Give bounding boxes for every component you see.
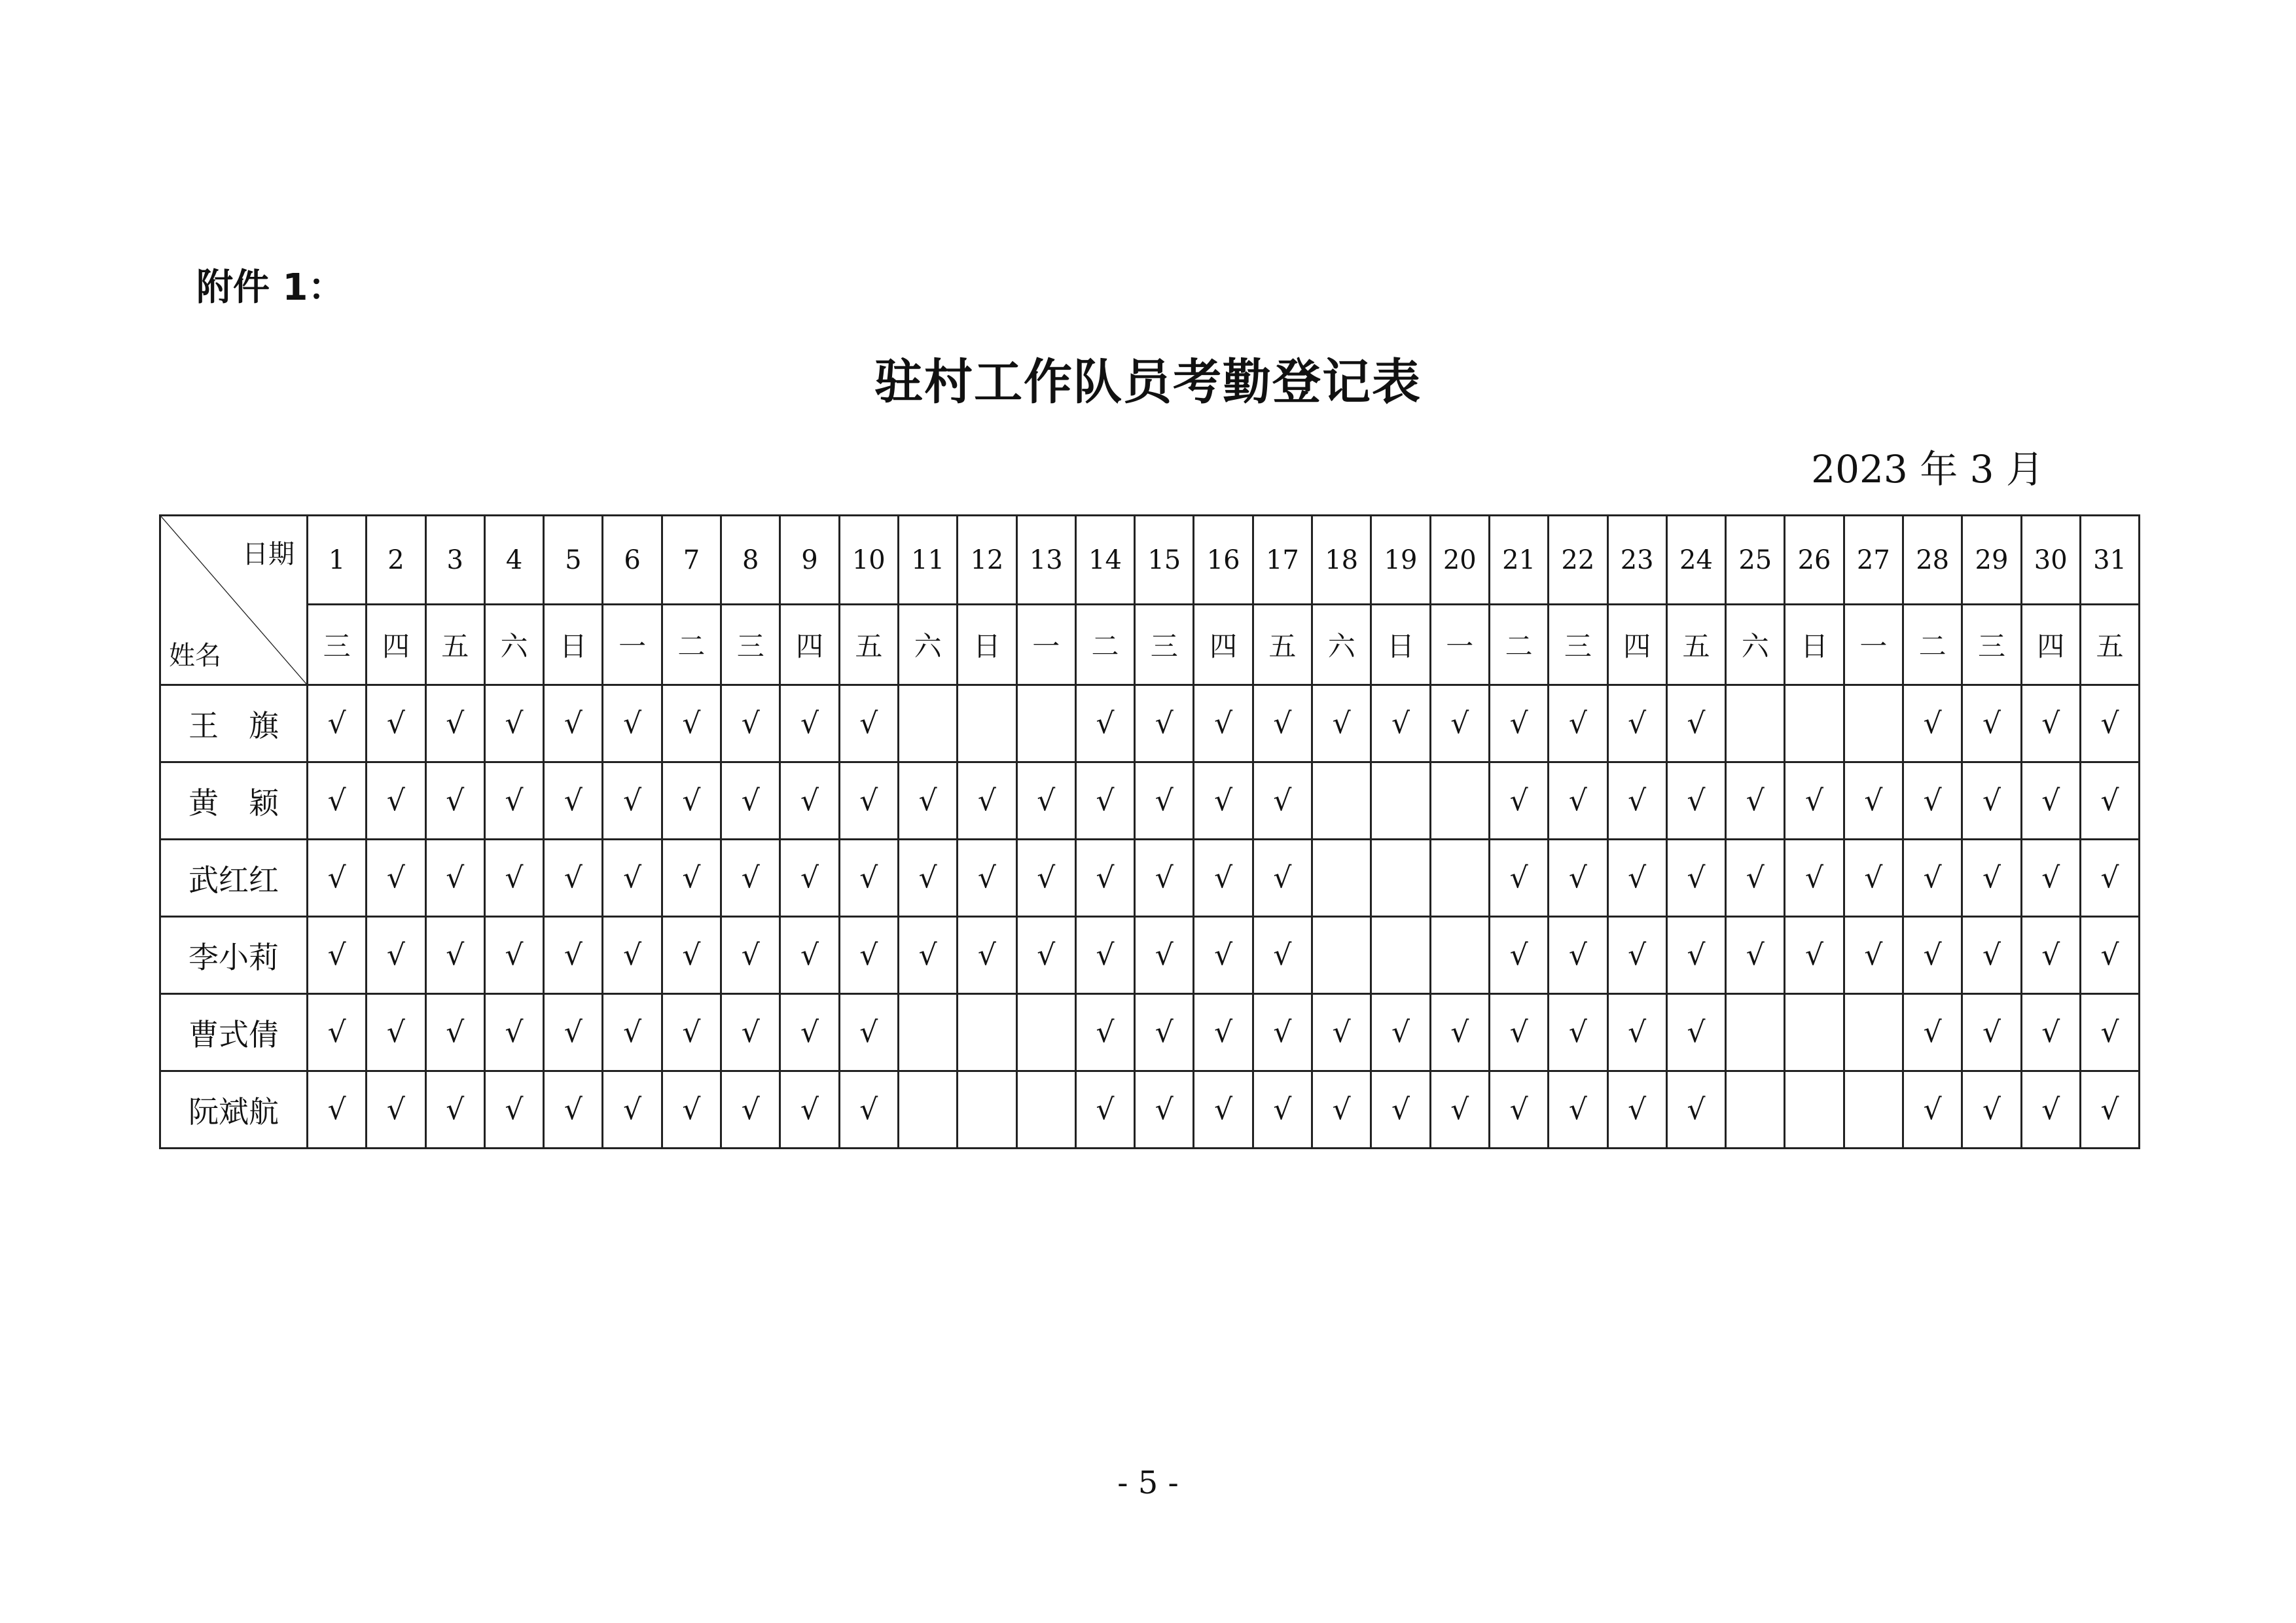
header-row-dates bbox=[160, 516, 2140, 605]
header-weekday: 二 bbox=[662, 605, 721, 685]
attendance-cell: √ bbox=[1549, 994, 1607, 1071]
header-day-number: 16 bbox=[1194, 516, 1253, 605]
attendance-cell: √ bbox=[603, 1071, 662, 1149]
attendance-cell: √ bbox=[721, 840, 780, 917]
attendance-cell: √ bbox=[484, 762, 543, 840]
attendance-cell: √ bbox=[367, 994, 425, 1071]
attachment-label: 附件 1： bbox=[196, 266, 345, 309]
header-weekday: 二 bbox=[1075, 605, 1134, 685]
attendance-cell bbox=[1430, 762, 1489, 840]
attendance-cell: √ bbox=[308, 917, 367, 994]
attendance-cell: √ bbox=[1194, 762, 1253, 840]
attendance-cell: √ bbox=[1549, 917, 1607, 994]
attendance-cell: √ bbox=[1075, 685, 1134, 762]
attendance-cell: √ bbox=[1253, 994, 1312, 1071]
attendance-cell: √ bbox=[1549, 840, 1607, 917]
attendance-cell: √ bbox=[1016, 762, 1075, 840]
attendance-cell: √ bbox=[839, 840, 898, 917]
header-weekday: 四 bbox=[1607, 605, 1666, 685]
header-corner-cell bbox=[160, 516, 308, 685]
header-day-number: 26 bbox=[1785, 516, 1844, 605]
year-month-label: 2023 年 3 月 bbox=[1811, 447, 2044, 491]
corner-label-date: 日期 bbox=[242, 539, 295, 569]
attendance-cell: √ bbox=[1962, 685, 2021, 762]
attendance-cell: √ bbox=[780, 917, 839, 994]
header-weekday: 四 bbox=[1194, 605, 1253, 685]
attendance-cell: √ bbox=[839, 1071, 898, 1149]
attendance-cell: √ bbox=[662, 685, 721, 762]
header-weekday: 六 bbox=[484, 605, 543, 685]
member-name: 曹式倩 bbox=[160, 994, 308, 1071]
attendance-table bbox=[159, 514, 2140, 1149]
attendance-cell: √ bbox=[958, 840, 1016, 917]
header-day-number: 24 bbox=[1666, 516, 1725, 605]
attendance-cell bbox=[958, 994, 1016, 1071]
header-weekday: 二 bbox=[1903, 605, 1962, 685]
attendance-cell: √ bbox=[425, 917, 484, 994]
attendance-cell: √ bbox=[1549, 762, 1607, 840]
attendance-cell: √ bbox=[2021, 840, 2080, 917]
attendance-cell bbox=[1844, 1071, 1903, 1149]
attendance-cell: √ bbox=[780, 685, 839, 762]
attendance-cell: √ bbox=[662, 1071, 721, 1149]
attendance-cell: √ bbox=[367, 1071, 425, 1149]
attendance-cell: √ bbox=[1607, 685, 1666, 762]
header-day-number: 20 bbox=[1430, 516, 1489, 605]
header-day-number: 28 bbox=[1903, 516, 1962, 605]
header-day-number: 22 bbox=[1549, 516, 1607, 605]
attendance-cell: √ bbox=[1903, 840, 1962, 917]
attendance-cell bbox=[1371, 840, 1430, 917]
header-day-number: 4 bbox=[484, 516, 543, 605]
attendance-cell: √ bbox=[425, 762, 484, 840]
attendance-cell: √ bbox=[308, 994, 367, 1071]
attendance-cell: √ bbox=[1430, 1071, 1489, 1149]
header-day-number: 31 bbox=[2080, 516, 2139, 605]
attendance-cell: √ bbox=[898, 917, 957, 994]
attendance-cell: √ bbox=[544, 917, 603, 994]
attendance-cell: √ bbox=[1549, 685, 1607, 762]
attendance-cell bbox=[1785, 994, 1844, 1071]
attendance-cell bbox=[1430, 917, 1489, 994]
attendance-cell: √ bbox=[425, 685, 484, 762]
attendance-cell: √ bbox=[2021, 762, 2080, 840]
attendance-cell: √ bbox=[1016, 840, 1075, 917]
member-name: 李小莉 bbox=[160, 917, 308, 994]
attendance-cell: √ bbox=[1666, 840, 1725, 917]
table-row bbox=[160, 762, 2140, 840]
attendance-cell: √ bbox=[1135, 685, 1194, 762]
attendance-cell: √ bbox=[1135, 1071, 1194, 1149]
member-name: 阮斌航 bbox=[160, 1071, 308, 1149]
header-day-number: 25 bbox=[1726, 516, 1785, 605]
attendance-cell: √ bbox=[662, 840, 721, 917]
attendance-cell: √ bbox=[1666, 762, 1725, 840]
header-day-number: 12 bbox=[958, 516, 1016, 605]
header-day-number: 14 bbox=[1075, 516, 1134, 605]
attendance-cell: √ bbox=[484, 994, 543, 1071]
attendance-cell: √ bbox=[1194, 685, 1253, 762]
attendance-cell bbox=[958, 1071, 1016, 1149]
attendance-cell: √ bbox=[367, 840, 425, 917]
attendance-cell: √ bbox=[544, 1071, 603, 1149]
attendance-cell: √ bbox=[1075, 762, 1134, 840]
header-weekday: 日 bbox=[1785, 605, 1844, 685]
attendance-cell: √ bbox=[1666, 685, 1725, 762]
attendance-cell: √ bbox=[2080, 1071, 2139, 1149]
page-number: - 5 - bbox=[1117, 1465, 1179, 1501]
member-name: 黄 颖 bbox=[160, 762, 308, 840]
attendance-cell: √ bbox=[780, 994, 839, 1071]
attendance-cell: √ bbox=[425, 840, 484, 917]
attendance-cell: √ bbox=[662, 917, 721, 994]
attendance-cell bbox=[898, 685, 957, 762]
header-weekday: 一 bbox=[1844, 605, 1903, 685]
header-row-weekdays bbox=[160, 605, 2140, 685]
attendance-cell bbox=[1844, 685, 1903, 762]
attendance-cell: √ bbox=[839, 685, 898, 762]
attendance-cell: √ bbox=[1253, 685, 1312, 762]
attendance-cell: √ bbox=[544, 994, 603, 1071]
attendance-cell: √ bbox=[367, 917, 425, 994]
attendance-cell: √ bbox=[1962, 1071, 2021, 1149]
attendance-cell: √ bbox=[2021, 994, 2080, 1071]
header-day-number: 8 bbox=[721, 516, 780, 605]
attendance-cell: √ bbox=[484, 685, 543, 762]
header-weekday: 日 bbox=[958, 605, 1016, 685]
header-weekday: 六 bbox=[898, 605, 957, 685]
attendance-cell: √ bbox=[958, 762, 1016, 840]
header-day-number: 23 bbox=[1607, 516, 1666, 605]
attendance-cell bbox=[1371, 917, 1430, 994]
attendance-cell: √ bbox=[1844, 840, 1903, 917]
attendance-cell bbox=[1430, 840, 1489, 917]
attendance-cell: √ bbox=[1785, 917, 1844, 994]
header-weekday: 六 bbox=[1726, 605, 1785, 685]
member-name: 王 旗 bbox=[160, 685, 308, 762]
attendance-cell: √ bbox=[1489, 994, 1548, 1071]
attendance-cell: √ bbox=[308, 762, 367, 840]
attendance-cell: √ bbox=[1785, 840, 1844, 917]
attendance-cell: √ bbox=[898, 840, 957, 917]
attendance-cell bbox=[1785, 685, 1844, 762]
attendance-cell: √ bbox=[1666, 994, 1725, 1071]
header-weekday: 日 bbox=[544, 605, 603, 685]
attendance-cell: √ bbox=[1430, 685, 1489, 762]
header-day-number: 19 bbox=[1371, 516, 1430, 605]
attendance-cell: √ bbox=[721, 685, 780, 762]
attendance-cell: √ bbox=[780, 840, 839, 917]
header-weekday: 四 bbox=[780, 605, 839, 685]
table-row bbox=[160, 840, 2140, 917]
attendance-cell: √ bbox=[1253, 840, 1312, 917]
attendance-cell: √ bbox=[1016, 917, 1075, 994]
attendance-cell: √ bbox=[1253, 917, 1312, 994]
attendance-cell: √ bbox=[367, 685, 425, 762]
header-weekday: 三 bbox=[1549, 605, 1607, 685]
attendance-cell: √ bbox=[308, 685, 367, 762]
header-day-number: 1 bbox=[308, 516, 367, 605]
attendance-cell: √ bbox=[1371, 994, 1430, 1071]
attendance-cell: √ bbox=[839, 762, 898, 840]
attendance-cell: √ bbox=[1253, 762, 1312, 840]
header-day-number: 11 bbox=[898, 516, 957, 605]
attendance-cell bbox=[1016, 1071, 1075, 1149]
attendance-cell: √ bbox=[603, 917, 662, 994]
attendance-cell: √ bbox=[308, 840, 367, 917]
header-weekday: 五 bbox=[839, 605, 898, 685]
attendance-cell: √ bbox=[1135, 840, 1194, 917]
attendance-cell: √ bbox=[1844, 917, 1903, 994]
header-day-number: 6 bbox=[603, 516, 662, 605]
header-day-number: 9 bbox=[780, 516, 839, 605]
attendance-cell: √ bbox=[1489, 1071, 1548, 1149]
header-weekday: 六 bbox=[1312, 605, 1371, 685]
attendance-cell: √ bbox=[1726, 762, 1785, 840]
table-row bbox=[160, 917, 2140, 994]
attendance-cell: √ bbox=[1666, 1071, 1725, 1149]
attendance-cell: √ bbox=[2080, 917, 2139, 994]
header-weekday: 四 bbox=[367, 605, 425, 685]
attendance-cell: √ bbox=[1312, 994, 1371, 1071]
attendance-cell: √ bbox=[2080, 840, 2139, 917]
attendance-cell: √ bbox=[721, 762, 780, 840]
header-day-number: 13 bbox=[1016, 516, 1075, 605]
attendance-cell: √ bbox=[721, 994, 780, 1071]
attendance-cell: √ bbox=[1903, 1071, 1962, 1149]
table-row bbox=[160, 685, 2140, 762]
attendance-cell: √ bbox=[484, 1071, 543, 1149]
attendance-cell bbox=[1312, 917, 1371, 994]
attendance-cell: √ bbox=[1785, 762, 1844, 840]
attendance-cell: √ bbox=[1075, 917, 1134, 994]
attendance-cell bbox=[1016, 685, 1075, 762]
header-day-number: 29 bbox=[1962, 516, 2021, 605]
header-weekday: 一 bbox=[1016, 605, 1075, 685]
header-weekday: 三 bbox=[1962, 605, 2021, 685]
attendance-cell bbox=[1371, 762, 1430, 840]
attendance-cell: √ bbox=[603, 840, 662, 917]
attendance-cell: √ bbox=[1075, 994, 1134, 1071]
header-weekday: 五 bbox=[425, 605, 484, 685]
attendance-cell: √ bbox=[1844, 762, 1903, 840]
table-row bbox=[160, 994, 2140, 1071]
attendance-cell: √ bbox=[544, 840, 603, 917]
attendance-cell: √ bbox=[1903, 685, 1962, 762]
attendance-cell: √ bbox=[1194, 840, 1253, 917]
attendance-cell: √ bbox=[1903, 917, 1962, 994]
attendance-cell: √ bbox=[603, 685, 662, 762]
attendance-cell bbox=[1312, 762, 1371, 840]
attendance-cell: √ bbox=[2021, 917, 2080, 994]
header-day-number: 17 bbox=[1253, 516, 1312, 605]
attendance-cell: √ bbox=[1253, 1071, 1312, 1149]
attendance-cell: √ bbox=[1903, 762, 1962, 840]
header-day-number: 30 bbox=[2021, 516, 2080, 605]
attendance-cell: √ bbox=[958, 917, 1016, 994]
attendance-cell: √ bbox=[1194, 917, 1253, 994]
header-weekday: 五 bbox=[1666, 605, 1725, 685]
attendance-cell bbox=[1312, 840, 1371, 917]
attendance-cell: √ bbox=[544, 685, 603, 762]
attendance-cell bbox=[958, 685, 1016, 762]
attendance-cell: √ bbox=[1489, 762, 1548, 840]
attendance-cell: √ bbox=[1607, 917, 1666, 994]
attendance-cell: √ bbox=[721, 1071, 780, 1149]
attendance-cell: √ bbox=[1371, 685, 1430, 762]
attendance-cell: √ bbox=[367, 762, 425, 840]
member-name: 武红红 bbox=[160, 840, 308, 917]
header-weekday: 五 bbox=[1253, 605, 1312, 685]
attendance-cell: √ bbox=[780, 762, 839, 840]
attendance-cell: √ bbox=[1903, 994, 1962, 1071]
attendance-cell: √ bbox=[1962, 917, 2021, 994]
header-weekday: 日 bbox=[1371, 605, 1430, 685]
attendance-cell: √ bbox=[1489, 917, 1548, 994]
attendance-cell: √ bbox=[1075, 840, 1134, 917]
attendance-cell bbox=[1726, 1071, 1785, 1149]
attendance-cell: √ bbox=[1135, 917, 1194, 994]
attendance-cell: √ bbox=[484, 917, 543, 994]
attendance-cell: √ bbox=[2080, 994, 2139, 1071]
attendance-cell: √ bbox=[1194, 1071, 1253, 1149]
header-weekday: 三 bbox=[308, 605, 367, 685]
header-weekday: 一 bbox=[1430, 605, 1489, 685]
attendance-cell: √ bbox=[662, 994, 721, 1071]
header-weekday: 三 bbox=[721, 605, 780, 685]
attendance-cell: √ bbox=[839, 917, 898, 994]
attendance-cell: √ bbox=[1962, 994, 2021, 1071]
header-day-number: 7 bbox=[662, 516, 721, 605]
attendance-cell bbox=[1726, 994, 1785, 1071]
header-weekday: 四 bbox=[2021, 605, 2080, 685]
header-weekday: 三 bbox=[1135, 605, 1194, 685]
header-day-number: 15 bbox=[1135, 516, 1194, 605]
header-day-number: 5 bbox=[544, 516, 603, 605]
attendance-cell: √ bbox=[2021, 1071, 2080, 1149]
table-row bbox=[160, 1071, 2140, 1149]
attendance-cell: √ bbox=[1312, 685, 1371, 762]
attendance-cell: √ bbox=[1607, 762, 1666, 840]
attendance-cell: √ bbox=[1489, 685, 1548, 762]
attendance-cell bbox=[898, 994, 957, 1071]
attendance-cell: √ bbox=[1371, 1071, 1430, 1149]
corner-label-name: 姓名 bbox=[169, 641, 221, 671]
attendance-cell: √ bbox=[425, 994, 484, 1071]
attendance-cell: √ bbox=[1962, 840, 2021, 917]
attendance-cell: √ bbox=[603, 994, 662, 1071]
attendance-cell: √ bbox=[1607, 840, 1666, 917]
attendance-cell: √ bbox=[1135, 762, 1194, 840]
attendance-cell: √ bbox=[544, 762, 603, 840]
attendance-cell bbox=[1016, 994, 1075, 1071]
header-weekday: 二 bbox=[1489, 605, 1548, 685]
attendance-cell: √ bbox=[662, 762, 721, 840]
header-weekday: 一 bbox=[603, 605, 662, 685]
attendance-cell: √ bbox=[721, 917, 780, 994]
attendance-cell bbox=[1785, 1071, 1844, 1149]
attendance-cell: √ bbox=[780, 1071, 839, 1149]
attendance-cell: √ bbox=[603, 762, 662, 840]
attendance-cell bbox=[1726, 685, 1785, 762]
attendance-cell: √ bbox=[1135, 994, 1194, 1071]
attendance-cell: √ bbox=[1312, 1071, 1371, 1149]
attendance-cell: √ bbox=[308, 1071, 367, 1149]
attendance-cell bbox=[898, 1071, 957, 1149]
attendance-cell: √ bbox=[1489, 840, 1548, 917]
attendance-cell: √ bbox=[2080, 762, 2139, 840]
attendance-cell: √ bbox=[2080, 685, 2139, 762]
attendance-cell: √ bbox=[484, 840, 543, 917]
attendance-cell: √ bbox=[1549, 1071, 1607, 1149]
attendance-cell: √ bbox=[1607, 1071, 1666, 1149]
attendance-cell: √ bbox=[1607, 994, 1666, 1071]
header-weekday: 五 bbox=[2080, 605, 2139, 685]
attendance-cell: √ bbox=[1962, 762, 2021, 840]
page-title: 驻村工作队员考勤登记表 bbox=[874, 354, 1422, 410]
header-day-number: 27 bbox=[1844, 516, 1903, 605]
attendance-cell: √ bbox=[1430, 994, 1489, 1071]
header-day-number: 2 bbox=[367, 516, 425, 605]
attendance-cell bbox=[1844, 994, 1903, 1071]
attendance-cell: √ bbox=[1726, 840, 1785, 917]
attendance-cell: √ bbox=[1666, 917, 1725, 994]
header-day-number: 10 bbox=[839, 516, 898, 605]
attendance-cell: √ bbox=[425, 1071, 484, 1149]
attendance-cell: √ bbox=[1726, 917, 1785, 994]
header-day-number: 21 bbox=[1489, 516, 1548, 605]
attendance-cell: √ bbox=[2021, 685, 2080, 762]
header-day-number: 3 bbox=[425, 516, 484, 605]
header-day-number: 18 bbox=[1312, 516, 1371, 605]
attendance-cell: √ bbox=[839, 994, 898, 1071]
attendance-cell: √ bbox=[898, 762, 957, 840]
attendance-cell: √ bbox=[1075, 1071, 1134, 1149]
attendance-cell: √ bbox=[1194, 994, 1253, 1071]
